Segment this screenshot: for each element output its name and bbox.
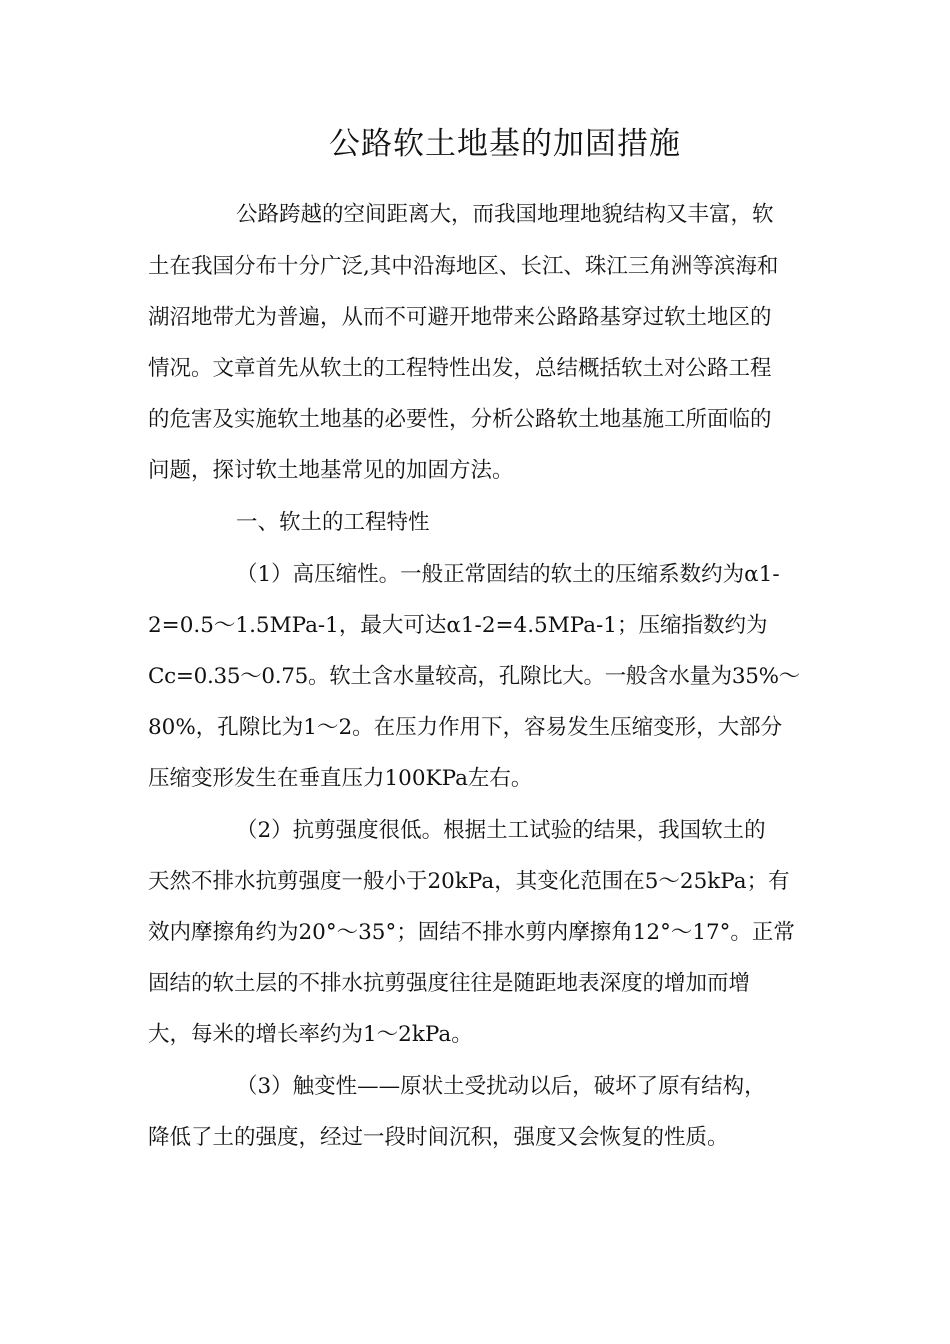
paragraph-line: 压缩变形发生在垂直压力100KPa左右。 <box>148 766 533 791</box>
paragraph-line: 的危害及实施软土地基的必要性，分析公路软土地基施工所面临的 <box>148 407 772 432</box>
paragraph-line: 降低了土的强度，经过一段时间沉积，强度又会恢复的性质。 <box>148 1125 729 1150</box>
document-title: 公路软土地基的加固措施 <box>329 126 681 162</box>
paragraph-line: 效内摩擦角约为20°～35°；固结不排水剪内摩擦角12°～17°。正常 <box>148 920 795 945</box>
paragraph-line: 土在我国分布十分广泛,其中沿海地区、长江、珠江三角洲等滨海和 <box>148 254 779 279</box>
paragraph-line: 问题，探讨软土地基常见的加固方法。 <box>148 458 514 483</box>
paragraph-line: 公路跨越的空间距离大，而我国地理地貌结构又丰富，软 <box>236 202 774 227</box>
section-heading: 一、软土的工程特性 <box>236 510 430 535</box>
paragraph-line: （1）高压缩性。一般正常固结的软土的压缩系数约为α1- <box>236 562 780 587</box>
paragraph-line: 80%，孔隙比为1～2。在压力作用下，容易发生压缩变形，大部分 <box>148 715 783 740</box>
paragraph-line: （3）触变性——原状土受扰动以后，破坏了原有结构， <box>236 1074 766 1099</box>
paragraph-line: Cc=0.35～0.75。软土含水量较高，孔隙比大。一般含水量为35%～ <box>148 664 800 689</box>
paragraph-line: 大，每米的增长率约为1～2kPa。 <box>148 1022 473 1047</box>
paragraph-line: 天然不排水抗剪强度一般小于20kPa，其变化范围在5～25kPa；有 <box>148 869 790 894</box>
paragraph-line: 2=0.5～1.5MPa-1，最大可达α1-2=4.5MPa-1；压缩指数约为 <box>148 613 768 638</box>
paragraph-line: （2）抗剪强度很低。根据土工试验的结果，我国软土的 <box>236 818 766 843</box>
paragraph-line: 湖沼地带尤为普遍，从而不可避开地带来公路路基穿过软土地区的 <box>148 305 772 330</box>
paragraph-line: 情况。文章首先从软土的工程特性出发，总结概括软土对公路工程 <box>148 356 772 381</box>
paragraph-line: 固结的软土层的不排水抗剪强度往往是随距地表深度的增加而增 <box>148 971 751 996</box>
